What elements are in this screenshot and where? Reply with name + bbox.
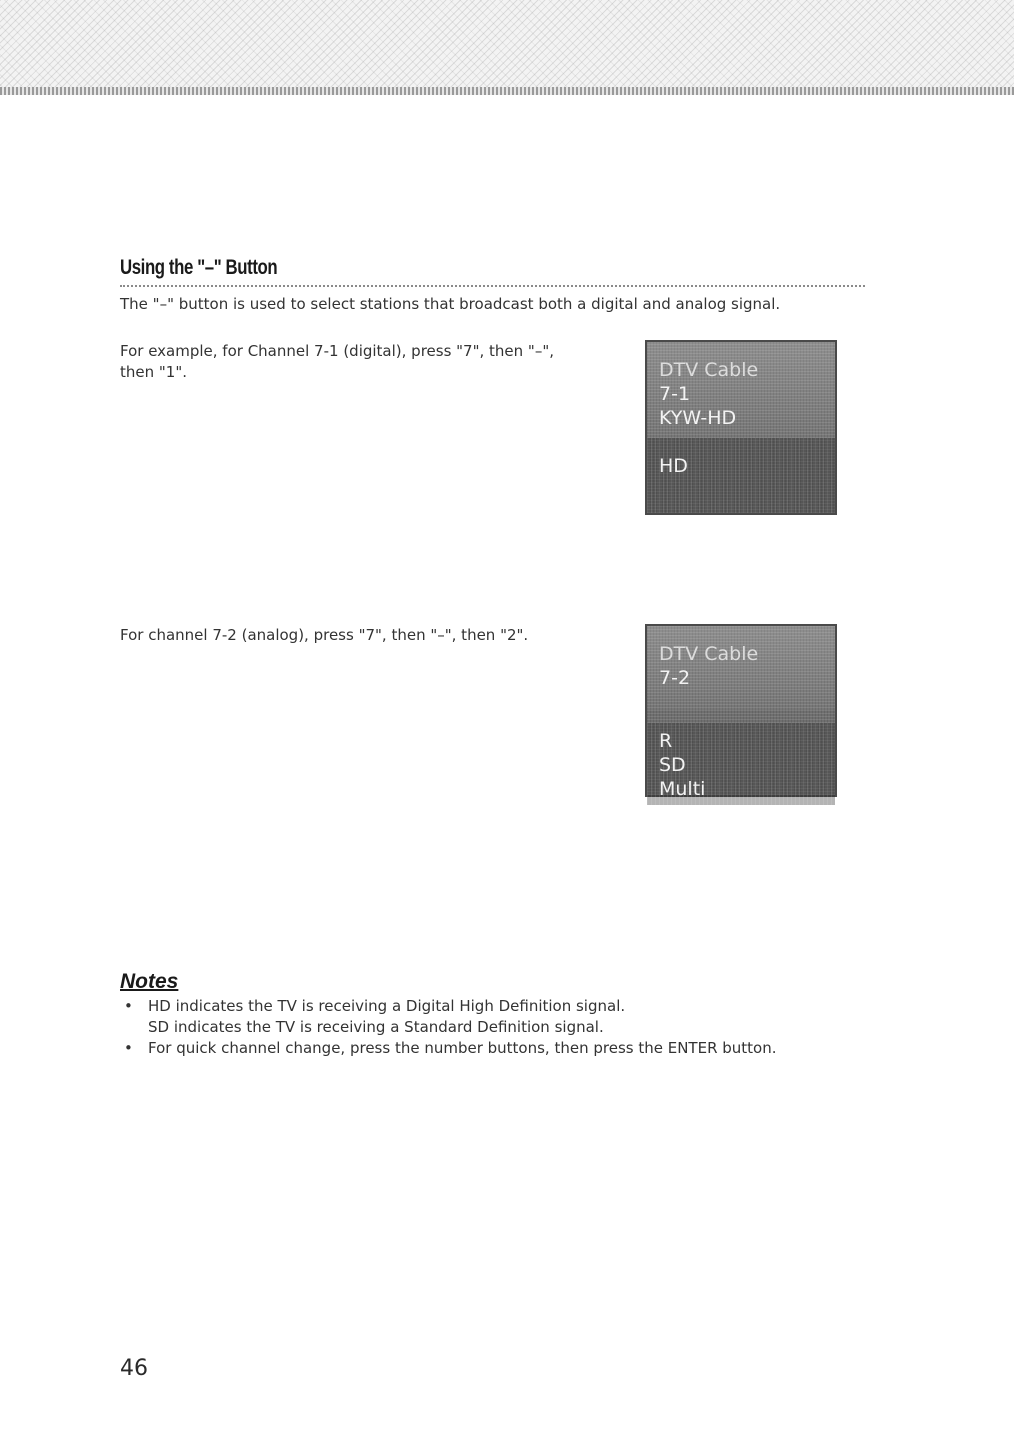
osd-channel-info [647, 626, 835, 710]
example-1-text [120, 341, 554, 383]
note-item [120, 1038, 777, 1059]
bullet-icon: • [124, 1039, 133, 1057]
osd-signal-info [647, 723, 835, 805]
page-number: 46 [120, 1356, 148, 1381]
osd-rating-label: R [659, 730, 673, 752]
note-text: HD indicates the TV is receiving a Digital High Definition signal. [148, 997, 626, 1015]
example-2-text: For channel 7-2 (analog), press "7", then "–", then "2". [120, 626, 529, 644]
example-1-line-2: then "1". [120, 363, 188, 381]
title-divider [120, 285, 865, 287]
osd-channel-info [647, 342, 835, 438]
channel-osd-digital [645, 340, 837, 515]
osd-channel-number: 7-2 [659, 667, 691, 689]
notes-list [120, 996, 777, 1059]
intro-text: The "–" button is used to select stations that broadcast both a digital and analog signal. [120, 295, 781, 313]
note-text: For quick channel change, press the number buttons, then press the ENTER button. [148, 1039, 777, 1057]
osd-channel-number: 7-1 [659, 383, 691, 405]
channel-osd-analog [645, 624, 837, 800]
osd-signal-info [647, 438, 835, 513]
notes-title: Notes [120, 970, 179, 993]
osd-station-name: KYW-HD [659, 407, 737, 429]
example-1-line-1: For example, for Channel 7-1 (digital), press "7", then "–", [120, 342, 554, 360]
osd-source-label: DTV Cable [659, 643, 759, 665]
bullet-icon: • [124, 997, 133, 1015]
osd-resolution-label: SD [659, 754, 686, 776]
osd-resolution-label: HD [659, 455, 688, 477]
osd-source-label: DTV Cable [659, 359, 759, 381]
note-item [120, 996, 777, 1038]
header-pattern-band [0, 0, 1014, 95]
note-text: SD indicates the TV is receiving a Standard Definition signal. [148, 1018, 604, 1036]
osd-audio-label: Multi [659, 778, 706, 800]
section-title: Using the "–" Button [120, 256, 278, 279]
